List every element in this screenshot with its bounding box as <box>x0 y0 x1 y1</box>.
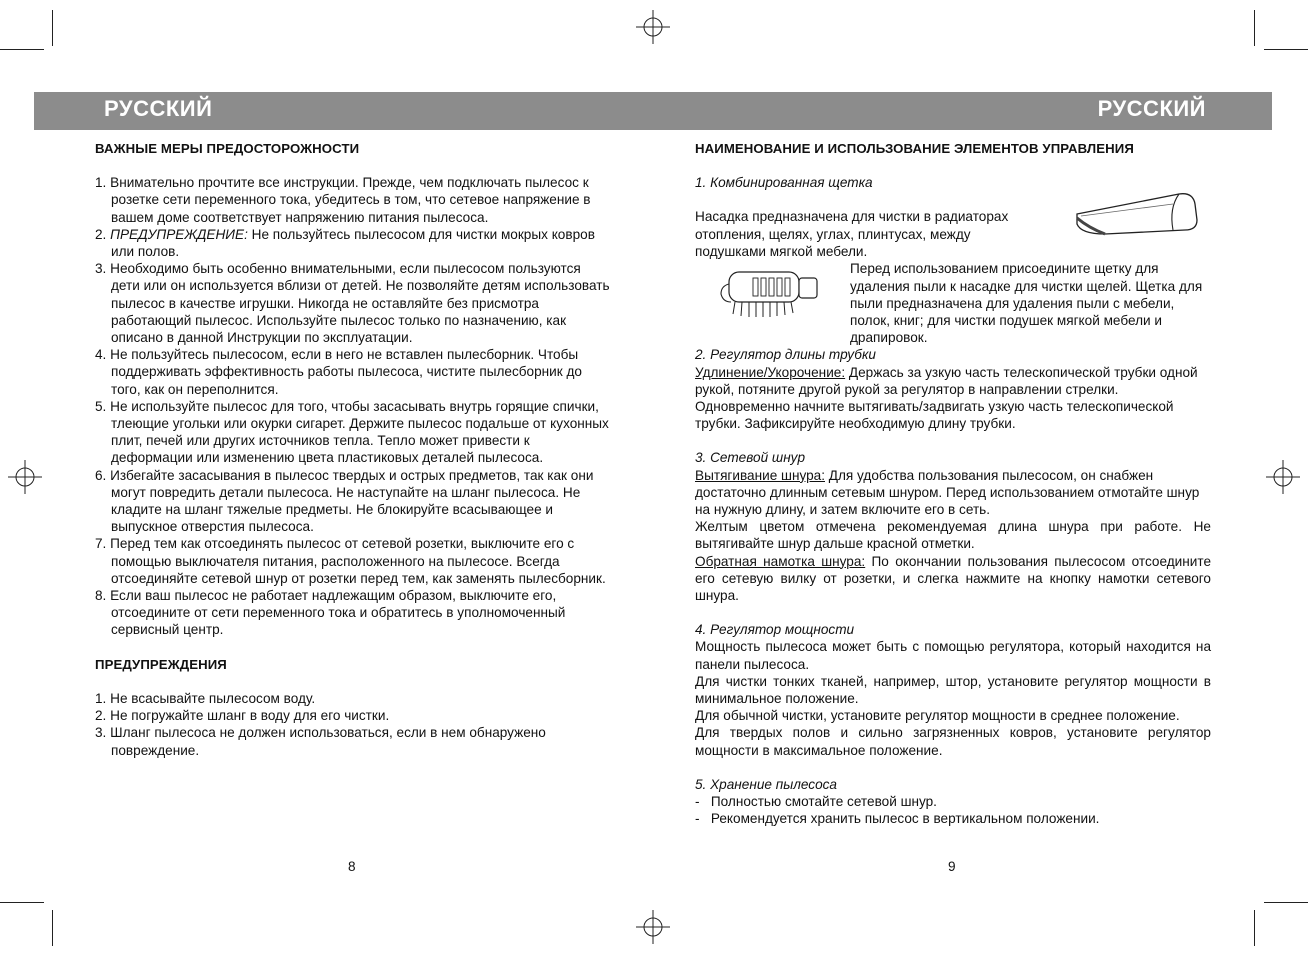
power-paragraph: Для твердых полов и сильно загрязненных ковров, установите регулятор мощности в максимальное положение. <box>695 725 1211 758</box>
crop-mark <box>1264 902 1308 903</box>
list-item: 8. Если ваш пылесос не работает надлежащим образом, выключите его, отсоедините от сети переменного тока и обратитесь в уполномоченный сервисный центр. <box>95 588 566 638</box>
cord-paragraph: Вытягивание шнура: Для удобства пользования пылесосом, он снабжен достаточно длинным сетевым шнуром. Перед использованием отмотайте шнур на нужную длину, и затем включите его в сеть. <box>695 467 1200 518</box>
dust-brush-text: Перед использованием присоедините щетку для удаления пыли к насадке для чистки щелей. Щетка для пыли предназначена для удаления пыли с мебели, полок, книг; для чистки подушек мягкой мебели и драпировок. <box>850 261 1203 346</box>
registration-mark-icon <box>8 460 42 494</box>
list-item: - Рекомендуется хранить пылесос в вертикальном положении. <box>695 811 1100 827</box>
section-title: 1. Комбинированная щетка <box>695 175 873 191</box>
crop-mark <box>0 49 44 50</box>
section-title: 4. Регулятор мощности <box>695 622 855 638</box>
list-item: 6. Избегайте засасывания в пылесос твердых и острых предметов, так как они могут повредить детали пылесоса. Не наступайте на шланг пылесоса. Не кладите на шланг тяжелые предметы. Не блокируйте всасывающее и выпускное отверстия пылесоса. <box>95 467 594 535</box>
list-item: 1. Внимательно прочтите все инструкции. Прежде, чем подключать пылесос к розетке сети переменного тока, убедитесь в том, что сетевое напряжение в вашем доме соответствует напряжению питания пылесоса. <box>95 175 591 225</box>
warnings-heading: ПРЕДУПРЕЖДЕНИЯ <box>95 656 227 672</box>
list-item: 4. Не пользуйтесь пылесосом, если в него не вставлен пылесборник. Чтобы поддерживать эффективность работы пылесоса, чистите пылесборник до того, как он переполнится. <box>95 347 582 397</box>
power-paragraph: Для чистки тонких тканей, например, штор, установите регулятор мощности в минимальное положение. <box>695 673 1211 707</box>
warnings-list <box>95 690 613 759</box>
registration-mark-icon <box>636 910 670 944</box>
crop-mark <box>0 902 44 903</box>
storage-list <box>695 793 1211 827</box>
list-item: 3. Шланг пылесоса не должен использоваться, если в нем обнаружено повреждение. <box>95 725 546 758</box>
language-banner <box>34 92 1272 130</box>
crevice-nozzle-block <box>695 208 1211 260</box>
right-page <box>695 140 1211 827</box>
crop-mark <box>1254 10 1255 46</box>
crop-mark <box>52 910 53 946</box>
crop-mark <box>1254 910 1255 946</box>
registration-mark-icon <box>636 10 670 44</box>
power-paragraph: Для обычной чистки, установите регулятор мощности в среднее положение. <box>695 708 1180 724</box>
cord-paragraph: Желтым цветом отмечена рекомендуемая длина шнура при работе. Не вытягивайте шнур дальше красной отметки. <box>695 519 1211 552</box>
list-item: 7. Перед тем как отсоединять пылесос от сетевой розетки, выключите его с помощью выключателя питания, расположенного на пылесосе. Всегда отсоединяйте сетевой шнур от розетки перед тем, как заменять пылесборник. <box>95 536 606 586</box>
section-title: 2. Регулятор длины трубки <box>695 347 876 363</box>
list-item: 5. Не используйте пылесос для того, чтобы засасывать внутрь горящие спички, тлеющие угольки или окурки сигарет. Держите пылесос подальше от кухонных плит, печей или других источников тепла. Тепло может привести к деформации или изменению цвета пластиковых деталей пылесоса. <box>95 398 609 466</box>
page-number-right: 9 <box>948 859 956 874</box>
cord-paragraph: Обратная намотка шнура: По окончании пользования пылесосом отсоедините его сетевую вилку от розетки, и слегка нажмите на кнопку намотки сетевого шнура. <box>695 553 1211 604</box>
dust-brush-icon <box>715 264 825 324</box>
list-item: 2. ПРЕДУПРЕЖДЕНИЕ: Не пользуйтесь пылесосом для чистки мокрых ковров или полов. <box>95 226 595 260</box>
dust-brush-block <box>695 260 1211 346</box>
crop-mark <box>52 10 53 46</box>
registration-mark-icon <box>1266 460 1300 494</box>
precautions-list <box>95 174 613 638</box>
page-number-left: 8 <box>348 859 356 874</box>
section-title: 5. Хранение пылесоса <box>695 776 837 792</box>
crop-mark <box>1264 49 1308 50</box>
list-item: - Полностью смотайте сетевой шнур. <box>695 794 937 810</box>
banner-title-right: РУССКИЙ <box>1097 96 1206 121</box>
controls-heading: НАИМЕНОВАНИЕ И ИСПОЛЬЗОВАНИЕ ЭЛЕМЕНТОВ УПРАВЛЕНИЯ <box>695 141 1134 156</box>
precautions-heading: ВАЖНЫЕ МЕРЫ ПРЕДОСТОРОЖНОСТИ <box>95 141 360 156</box>
list-item: 2. Не погружайте шланг в воду для его чистки. <box>95 708 390 724</box>
list-item: 1. Не всасывайте пылесосом воду. <box>95 690 316 706</box>
crevice-nozzle-text: Насадка предназначена для чистки в радиаторах отопления, щелях, углах, плинтусах, между подушками мягкой мебели. <box>695 209 1009 259</box>
power-paragraph: Мощность пылесоса может быть с помощью регулятора, который находится на панели пылесоса. <box>695 639 1211 672</box>
tube-paragraph: Удлинение/Укорочение: Держась за узкую часть телескопической трубки одной рукой, потяните другой рукой за регулятор в направлении стрелки. Одновременно начните вытягивать/задвигать узкую часть телескопической трубки. Зафиксируйте необходимую длину трубки. <box>695 364 1198 432</box>
section-title: 3. Сетевой шнур <box>695 450 806 466</box>
list-item: 3. Необходимо быть особенно внимательными, если пылесосом пользуются дети или он используется вблизи от детей. Не позволяйте детям использовать пылесос в качестве игрушки. Никогда не оставляйте без присмотра работающий пылесос. Используйте пылесос только по назначению, как описано в данной Инструкции по эксплуатации. <box>95 261 610 346</box>
left-page <box>95 140 613 759</box>
crevice-nozzle-icon <box>1069 190 1201 250</box>
banner-title-left: РУССКИЙ <box>104 96 213 121</box>
